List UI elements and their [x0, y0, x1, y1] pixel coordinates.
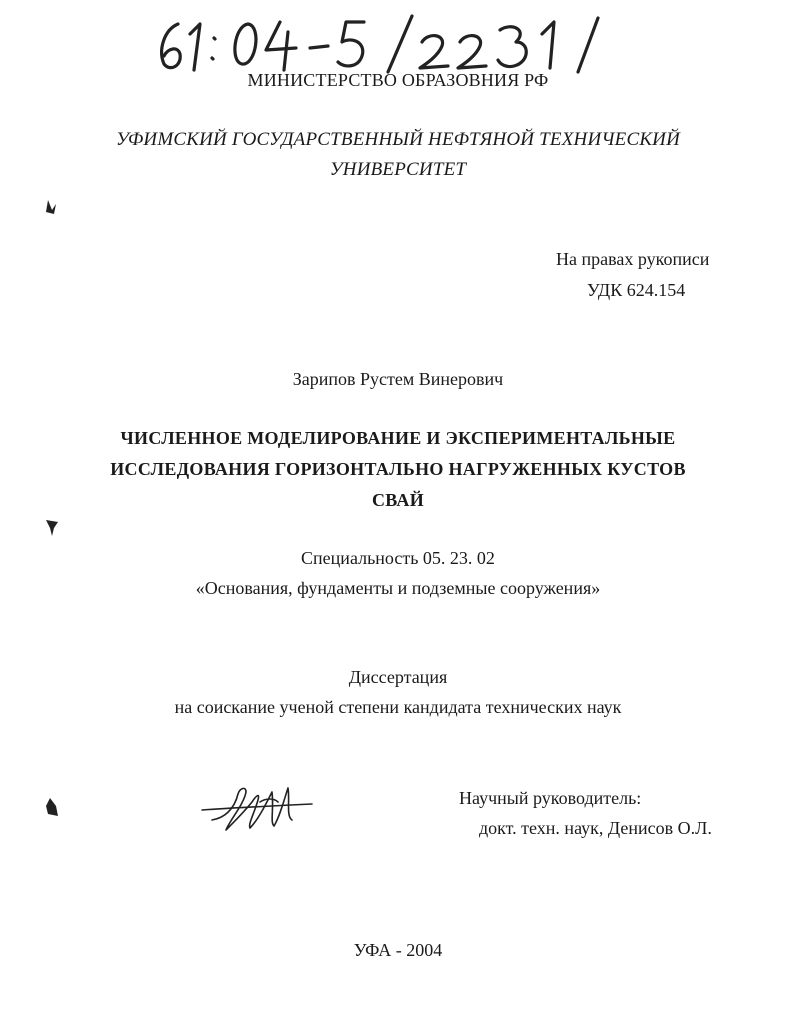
handwritten-archive-code — [150, 12, 650, 74]
thesis-title-line-3: СВАЙ — [371, 490, 425, 510]
scan-mark-3 — [42, 796, 62, 818]
udk-code: УДК 624.154 — [587, 280, 686, 300]
author-name: Зарипов Рустем Винерович — [292, 369, 504, 389]
city-year: УФА - 2004 — [353, 940, 443, 960]
scan-mark-2 — [42, 516, 62, 538]
specialty-code: Специальность 05. 23. 02 — [301, 548, 495, 568]
degree-description: на соискание ученой степени кандидата технических наук — [174, 697, 622, 717]
university-name-line-1: УФИМСКИЙ ГОСУДАРСТВЕННЫЙ НЕФТЯНОЙ ТЕХНИЧЕСКИЙ — [115, 129, 681, 150]
thesis-title-line-1: ЧИСЛЕННОЕ МОДЕЛИРОВАНИЕ И ЭКСПЕРИМЕНТАЛЬНЫЕ — [120, 428, 676, 448]
advisor-label: Научный руководитель: — [459, 788, 642, 808]
university-name-line-2: УНИВЕРСИТЕТ — [329, 159, 467, 180]
author-signature — [200, 780, 315, 835]
ministry-heading: МИНИСТЕРСТВО ОБРАЗОВНИЯ РФ — [247, 70, 549, 90]
thesis-title-line-2: ИССЛЕДОВАНИЯ ГОРИЗОНТАЛЬНО НАГРУЖЕННЫХ КУСТОВ — [110, 459, 686, 479]
dissertation-label: Диссертация — [348, 667, 448, 687]
manuscript-rights-label: На правах рукописи — [556, 249, 710, 269]
advisor-name: докт. техн. наук, Денисов О.Л. — [479, 818, 712, 838]
scan-mark-1 — [42, 196, 62, 218]
specialty-name: «Основания, фундаменты и подземные сооружения» — [195, 578, 601, 598]
